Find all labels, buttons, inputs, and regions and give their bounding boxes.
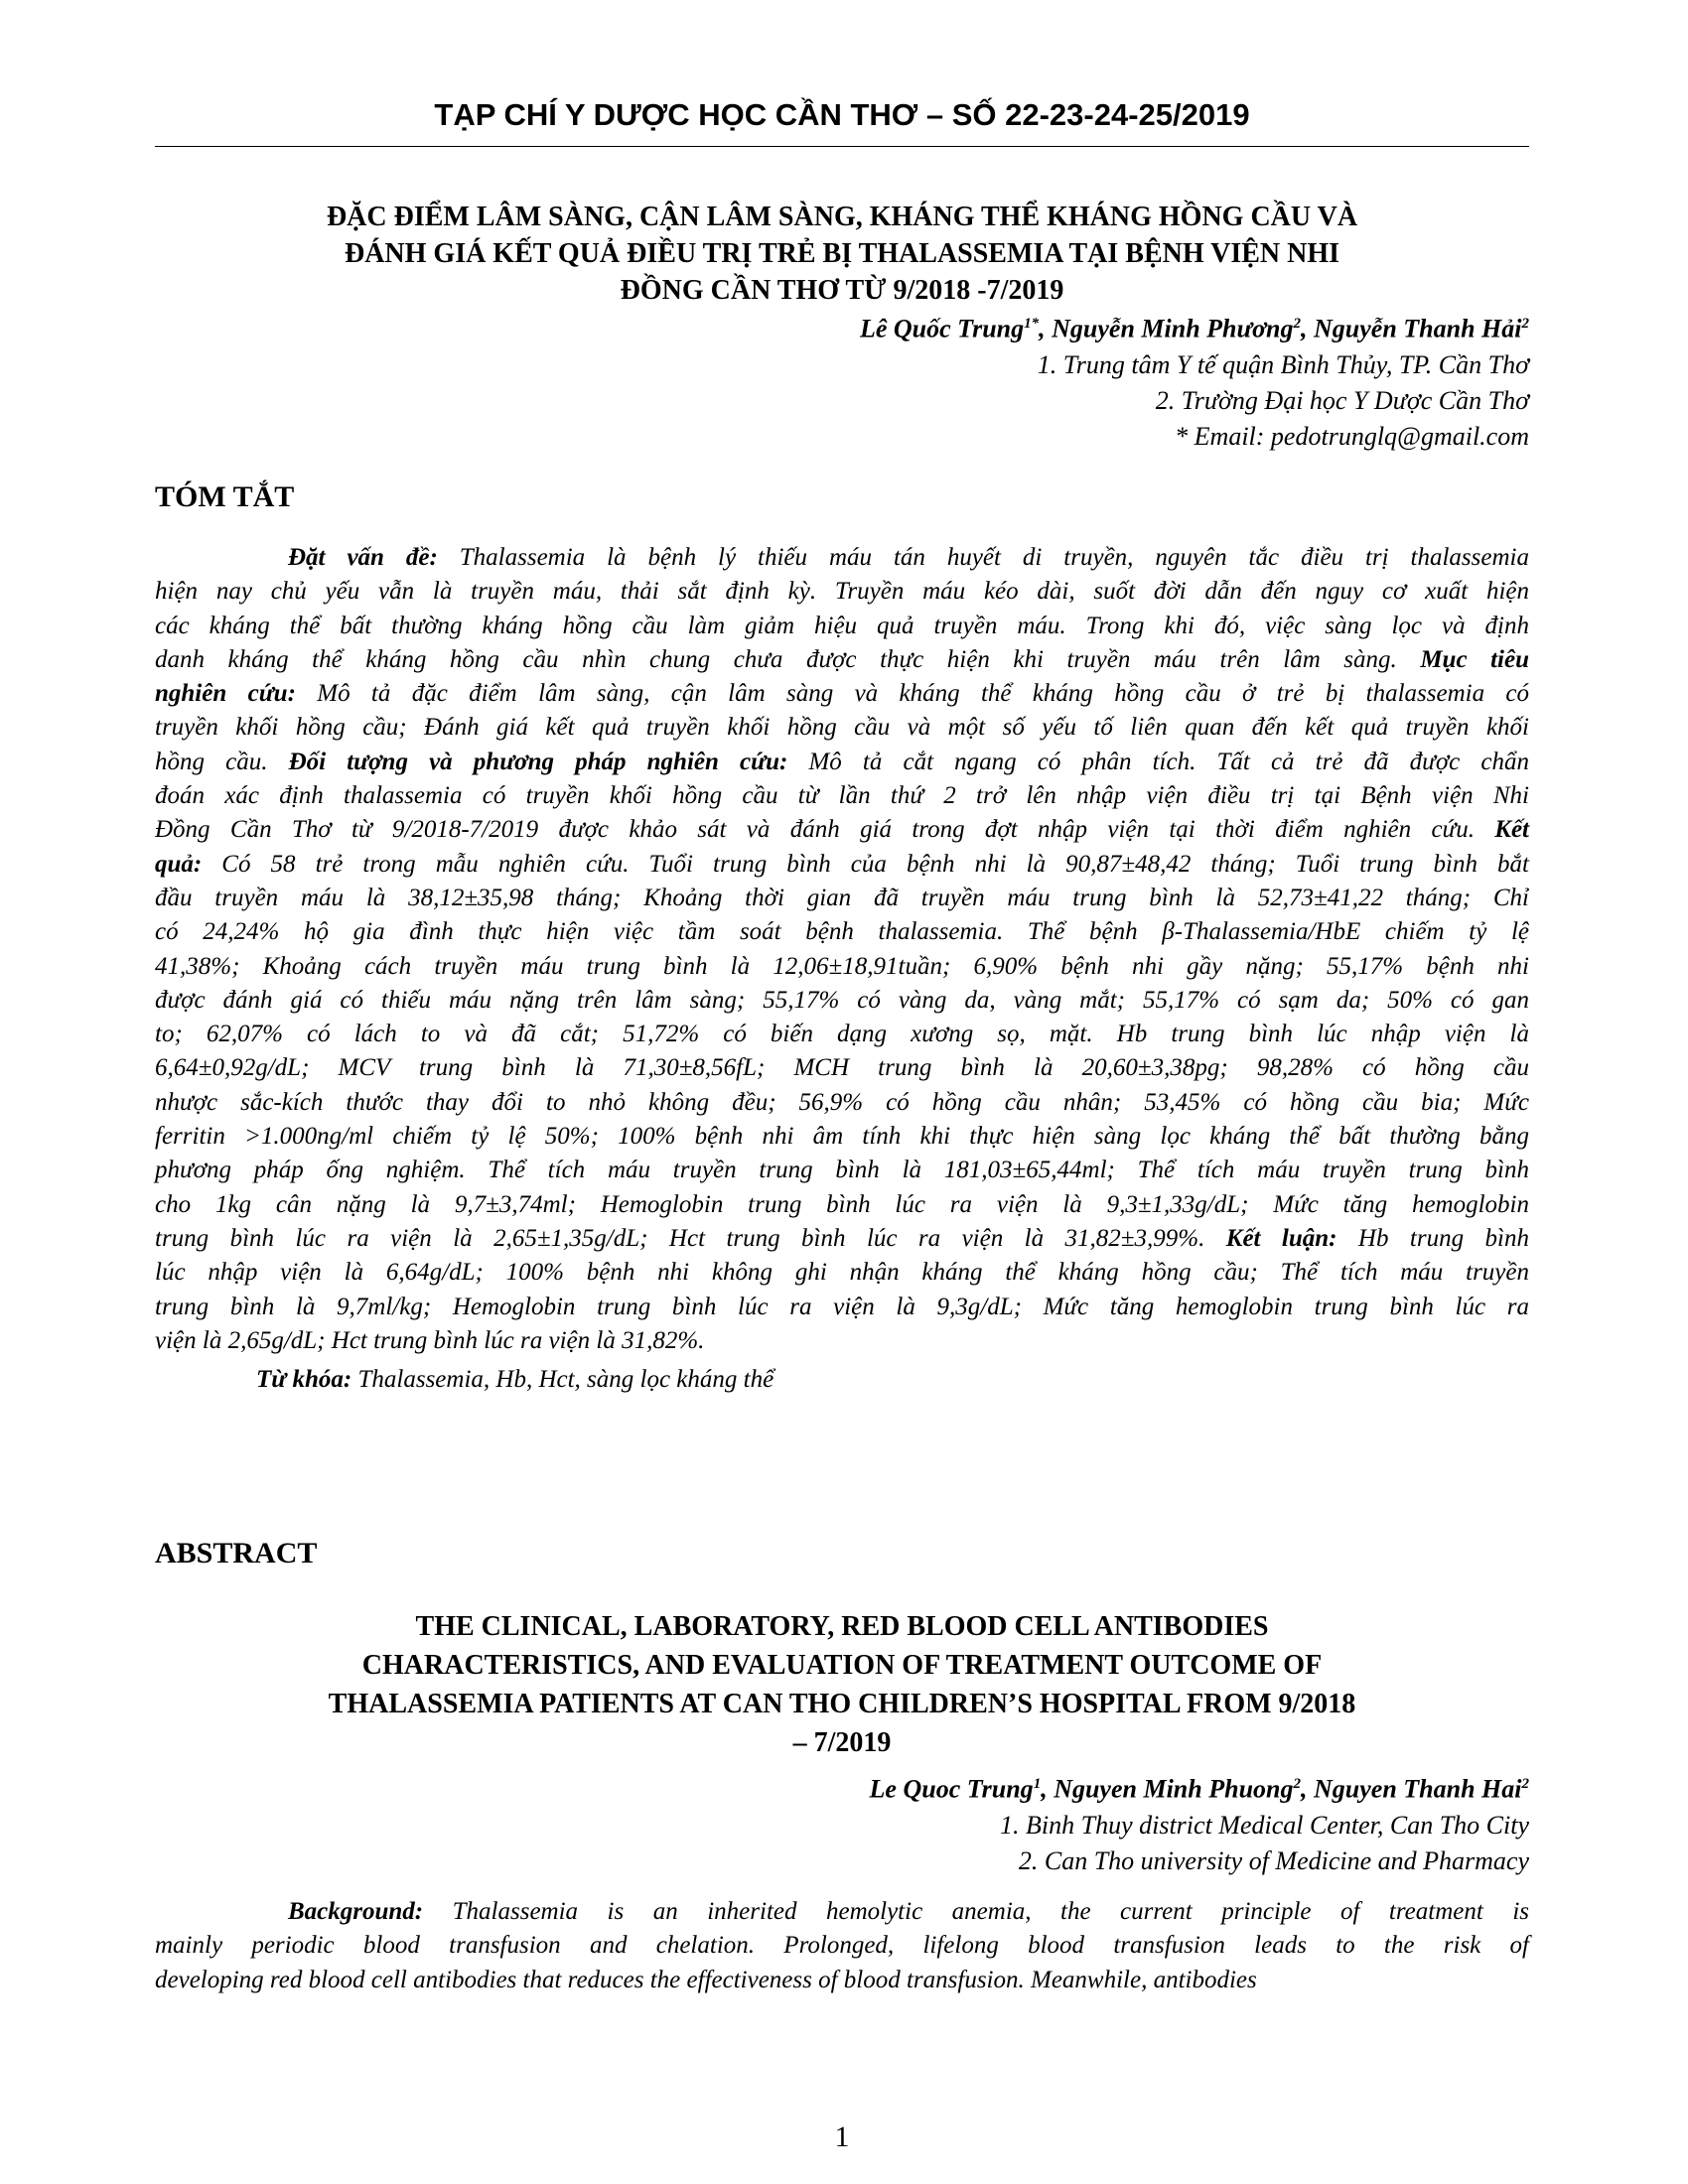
paragraph-line (155, 1929, 1529, 1963)
paragraph-line (155, 1895, 1529, 1929)
paragraph-line (155, 1051, 1529, 1085)
line-text: Đồng Cần Thơ từ 9/2018-7/2019 được khảo sát và đánh giá trong đợt nhập viện tại thời điểm nghiên cứu. (155, 816, 1495, 844)
bold-label: Mục tiêu (1420, 645, 1529, 673)
en-title-line: THE CLINICAL, LABORATORY, RED BLOOD CELL ANTIBODIES (415, 1611, 1269, 1642)
paragraph-line (155, 711, 1529, 745)
author-separator: , (1301, 1774, 1314, 1804)
paragraph-line (155, 1964, 1529, 1997)
vn-keywords (256, 1366, 774, 1394)
line-text: có 24,24% hộ gia đình thực hiện việc tầm soát bệnh thalassemia. Thể bệnh β-Thalassemia/HbE chiếm tỷ lệ (155, 918, 1529, 946)
vn-summary (155, 541, 1529, 1358)
author-name: Lê Quốc Trung (859, 314, 1025, 343)
en-authors (870, 1766, 1529, 1808)
line-text: truyền khối hồng cầu; Đánh giá kết quả truyền khối hồng cầu và một số yếu tố liên quan đến kết quả truyền khối (155, 714, 1529, 742)
vn-email: * Email: pedotrunglq@gmail.com (1175, 421, 1529, 451)
keywords-label: Từ khóa: (256, 1366, 352, 1393)
keywords-text: Thalassemia, Hb, Hct, sàng lọc kháng thể (352, 1366, 774, 1393)
author-name: Le Quoc Trung (869, 1774, 1034, 1804)
paragraph-line (155, 746, 1529, 779)
author-separator: , (1041, 1774, 1055, 1804)
header-rule (155, 146, 1529, 147)
paragraph-line (155, 643, 1529, 677)
paragraph-line (155, 610, 1529, 643)
bold-label: Đặt vấn đề: (288, 544, 438, 571)
paragraph-line (155, 1291, 1529, 1324)
page-number: 1 (834, 2120, 850, 2153)
line-text: hiện nay chủ yếu vẫn là truyền máu, thải sắt định kỳ. Truyền máu kéo dài, suốt đời dẫn đến nguy cơ xuất hiện (155, 578, 1529, 606)
paragraph-line (155, 848, 1529, 882)
line-text: cho 1kg cân nặng là 9,7±3,74ml; Hemoglobin trung bình lúc ra viện là 9,3±1,33g/dL; Mức tăng hemoglobin (155, 1190, 1529, 1218)
paragraph-line (155, 915, 1529, 949)
paragraph-line (155, 1222, 1529, 1256)
vn-author-block (860, 306, 1529, 455)
line-text: hồng cầu. (155, 748, 289, 775)
author-name: Nguyen Minh Phuong (1054, 1774, 1294, 1804)
vn-title-line: ĐÁNH GIÁ KẾT QUẢ ĐIỀU TRỊ TRẺ BỊ THALASSEMIA TẠI BỆNH VIỆN NHI (344, 238, 1340, 269)
line-text: đầu truyền máu là 38,12±35,98 tháng; Khoảng thời gian đã truyền máu trung bình là 52,73±41,22 tháng; Chỉ (155, 884, 1529, 911)
author-separator: , (1301, 314, 1314, 343)
line-text: to; 62,07% có lách to và đã cắt; 51,72% có biến dạng xương sọ, mặt. Hb trung bình lúc nhập viện là (155, 1021, 1529, 1048)
author-affil-mark: 2 (1521, 316, 1529, 332)
vn-affiliation: 2. Trường Đại học Y Dược Cần Thơ (1155, 385, 1529, 415)
line-text: mainly periodic blood transfusion and chelation. Prolonged, lifelong blood transfusion leads to the risk of (155, 1932, 1529, 1960)
en-title-line: – 7/2019 (792, 1727, 892, 1758)
paragraph-line (155, 1018, 1529, 1051)
abstract-heading: ABSTRACT (155, 1537, 318, 1570)
line-text: viện là 2,65g/dL; Hct trung bình lúc ra viện là 31,82%. (155, 1326, 705, 1354)
en-title (155, 1607, 1529, 1762)
line-text: developing red blood cell antibodies that reduces the effectiveness of blood transfusion. Meanwhile, antibodies (155, 1966, 1257, 1993)
paragraph-line (155, 984, 1529, 1018)
paragraph-line (155, 882, 1529, 915)
line-text: trung bình lúc ra viện là 2,65±1,35g/dL; Hct trung bình lúc ra viện là 31,82±3,99%. (155, 1224, 1226, 1252)
line-text: lúc nhập viện là 6,64g/dL; 100% bệnh nhi không ghi nhận kháng thể kháng hồng cầu; Thể tích máu truyền (155, 1259, 1529, 1287)
line-text: Mô tả cắt ngang có phân tích. Tất cả trẻ đã được chẩn (787, 748, 1529, 775)
paragraph-line (155, 575, 1529, 609)
en-author-block (870, 1766, 1529, 1879)
line-text: nhược sắc-kích thước thay đổi to nhỏ không đều; 56,9% có hồng cầu nhân; 53,45% có hồng cầu bia; Mức (155, 1088, 1529, 1116)
paragraph-line (155, 541, 1529, 575)
journal-header: TẠP CHÍ Y DƯỢC HỌC CẦN THƠ – SỐ 22-23-24-25/2019 (434, 97, 1250, 132)
bold-label: quả: (155, 850, 203, 878)
line-text: ferritin >1.000ng/ml chiếm tỷ lệ 50%; 100% bệnh nhi âm tính khi thực hiện sàng lọc kháng thể bất thường bằng (155, 1123, 1529, 1151)
paragraph-line (155, 1188, 1529, 1222)
line-text: được đánh giá có thiếu máu nặng trên lâm sàng; 55,17% có vàng da, vàng mắt; 55,17% có sạm da; 50% có gan (155, 986, 1529, 1014)
line-text: Thalassemia là bệnh lý thiếu máu tán huyết di truyền, nguyên tắc điều trị thalassemia (437, 544, 1529, 571)
en-affiliation: 1. Binh Thuy district Medical Center, Can Tho City (1000, 1810, 1529, 1840)
vn-title (155, 199, 1529, 309)
line-text: 6,64±0,92g/dL; MCV trung bình là 71,30±8,56fL; MCH trung bình là 20,60±3,38pg; 98,28% có hồng cầu (155, 1054, 1529, 1082)
vn-authors (860, 306, 1529, 347)
author-affil-mark: 1* (1024, 316, 1040, 332)
line-text: Thalassemia is an inherited hemolytic anemia, the current principle of treatment is (423, 1898, 1529, 1925)
vn-title-line: ĐỒNG CẦN THƠ TỪ 9/2018 -7/2019 (620, 275, 1064, 306)
en-title-line: THALASSEMIA PATIENTS AT CAN THO CHILDREN’S HOSPITAL FROM 9/2018 (328, 1689, 1356, 1719)
line-text: Có 58 trẻ trong mẫu nghiên cứu. Tuổi trung bình của bệnh nhi là 90,87±48,42 tháng; Tuổi trung bình bắt (202, 850, 1529, 878)
summary-heading: TÓM TẮT (155, 480, 295, 513)
paragraph-line (155, 779, 1529, 813)
paragraph-line (155, 1154, 1529, 1187)
paragraph-line (155, 1120, 1529, 1154)
author-affil-mark: 2 (1293, 1776, 1301, 1792)
bold-label: Đối tượng và phương pháp nghiên cứu: (288, 748, 788, 775)
paragraph-line (155, 950, 1529, 984)
en-background (155, 1895, 1529, 1997)
author-separator: , (1039, 314, 1053, 343)
vn-affiliation: 1. Trung tâm Y tế quận Bình Thủy, TP. Cần Thơ (1037, 349, 1529, 379)
paragraph-line (155, 1086, 1529, 1120)
author-affil-mark: 2 (1521, 1776, 1529, 1792)
bold-label: Kết luận: (1225, 1224, 1337, 1252)
en-title-line: CHARACTERISTICS, AND EVALUATION OF TREATMENT OUTCOME OF (361, 1650, 1323, 1681)
line-text: phương pháp ống nghiệm. Thể tích máu truyền trung bình là 181,03±65,44ml; Thể tích máu truyền trung bình (155, 1157, 1529, 1184)
paragraph-line (155, 677, 1529, 711)
author-name: Nguyễn Thanh Hải (1314, 314, 1522, 343)
paragraph-line (155, 1324, 1529, 1358)
author-affil-mark: 2 (1293, 316, 1301, 332)
author-name: Nguyễn Minh Phương (1052, 314, 1294, 343)
line-text: Mô tả đặc điểm lâm sàng, cận lâm sàng và kháng thể kháng hồng cầu ở trẻ bị thalassemia có (295, 680, 1530, 708)
line-text: danh kháng thể kháng hồng cầu nhìn chung chưa được thực hiện khi truyền máu trên lâm sàng. (155, 645, 1421, 673)
paragraph-line (155, 1256, 1529, 1290)
bold-label: nghiên cứu: (155, 680, 296, 708)
bold-label: Kết (1494, 816, 1529, 844)
line-text: các kháng thể bất thường kháng hồng cầu làm giảm hiệu quả truyền máu. Trong khi đó, việc sàng lọc và định (155, 612, 1529, 639)
bold-label: Background: (288, 1898, 424, 1925)
paragraph-line (155, 813, 1529, 847)
vn-title-line: ĐẶC ĐIỂM LÂM SÀNG, CẬN LÂM SÀNG, KHÁNG THỂ KHÁNG HỒNG CẦU VÀ (326, 202, 1358, 232)
line-text: đoán xác định thalassemia có truyền khối hồng cầu từ lần thứ 2 trở lên nhập viện điều trị tại Bệnh viện Nhi (155, 782, 1529, 810)
en-affiliation: 2. Can Tho university of Medicine and Pharmacy (1018, 1845, 1529, 1875)
author-affil-mark: 1 (1033, 1776, 1042, 1792)
line-text: trung bình là 9,7ml/kg; Hemoglobin trung bình lúc ra viện là 9,3g/dL; Mức tăng hemoglobin trung bình lúc ra (155, 1293, 1529, 1320)
author-name: Nguyen Thanh Hai (1314, 1774, 1522, 1804)
line-text: Hb trung bình (1336, 1224, 1529, 1252)
line-text: 41,38%; Khoảng cách truyền máu trung bình là 12,06±18,91tuần; 6,90% bệnh nhi gầy nặng; 55,17% bệnh nhi (155, 952, 1529, 980)
